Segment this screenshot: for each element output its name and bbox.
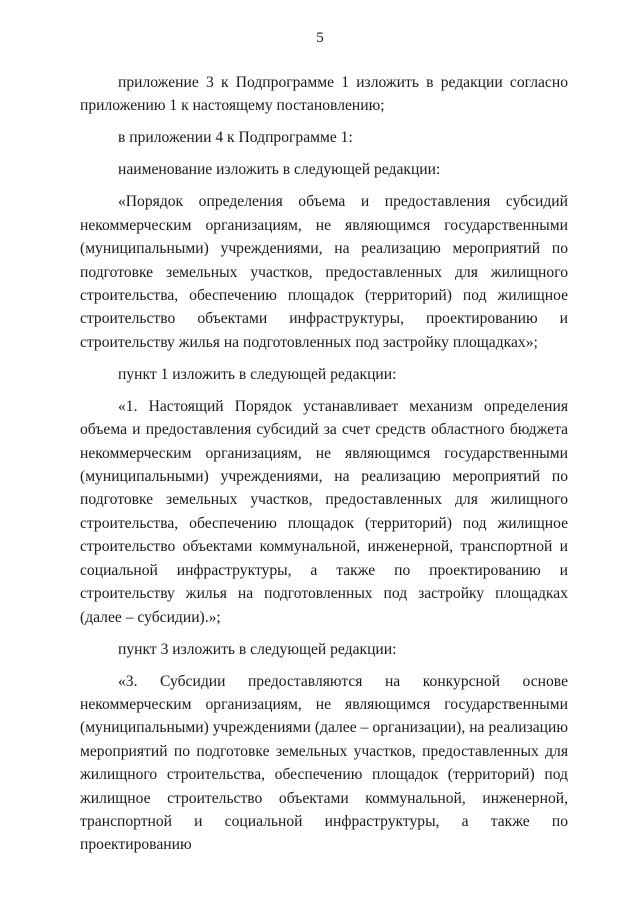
paragraph-4: «Порядок определения объема и предоставления субсидий некоммерческим организациям, не являющимся государственными (муниципальными) учреждениями, на реализацию мероприятий по подготовке земельных участков, предоставленных для жилищного строительства, обеспечению площадок (территорий) под жилищное строительство объектами инфраструктуры, проектированию и строительству жилья на подготовленных под застройку площадках»; [80,193,568,351]
paragraph-2: в приложении 4 к Подпрограмме 1: [118,129,353,147]
paragraph-5: пункт 1 изложить в следующей редакции: [118,365,397,383]
paragraph-8: «3. Субсидии предоставляются на конкурсной основе некоммерческим организациям, не являющимся государственными (муниципальными) учреждениями (далее – организации), на реализацию мероприятий по подготовке земельных участков, предоставленных для жилищного строительства, обеспечению площадок (территорий) под жилищное строительство объектами коммунальной, инженерной, транспортной и социальной инфраструктуры, а также по проектированию [80,672,568,854]
paragraph-3: наименование изложить в следующей редакции: [118,161,441,179]
paragraph-6: «1. Настоящий Порядок устанавливает механизм определения объема и предоставления субсидий за счет средств областного бюджета некоммерческим организациям, не являющимся государственными (муниципальными) учреждениями, на реализацию мероприятий по подготовке земельных участков, предоставленных для жилищного строительства, обеспечению площадок (территорий) под жилищное строительство объектами коммунальной, инженерной, транспортной и социальной инфраструктуры, а также по проектированию и строительству жилья на подготовленных под застройку площадках (далее – субсидии).»; [80,397,568,626]
paragraph-7: пункт 3 изложить в следующей редакции: [118,640,397,658]
paragraph-1: приложение 3 к Подпрограмме 1 изложить в редакции согласно приложению 1 к настоящему постановлению; [80,74,568,115]
page-number: 5 [316,30,324,46]
document-body [80,71,568,865]
